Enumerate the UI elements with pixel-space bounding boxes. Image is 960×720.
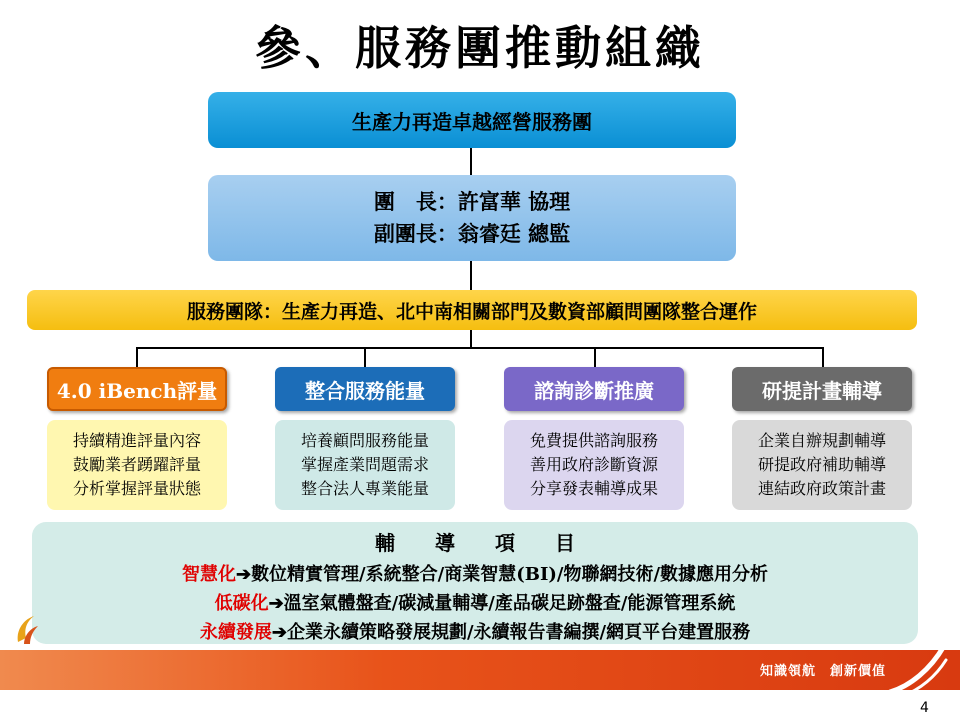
arrow-right-icon: ➔ [235, 564, 252, 585]
service-body-integration [275, 420, 455, 510]
connector-line [136, 347, 824, 349]
assistance-item [32, 618, 918, 644]
service-line: 整合法人專業能量 [300, 479, 429, 498]
service-head-integration: 整合服務能量 [275, 367, 455, 411]
service-body-consulting [504, 420, 684, 510]
assistance-detail: 數位精實管理/系統整合/商業智慧(BI)/物聯網技術/數據應用分析 [251, 564, 769, 585]
assistance-item [32, 589, 918, 615]
service-line: 培養顧問服務能量 [300, 431, 429, 450]
connector-line [364, 347, 366, 367]
service-line: 分析掌握評量狀態 [72, 479, 201, 498]
service-head-ibench: 4.0 iBench評量 [47, 367, 227, 411]
page-number: 4 [920, 700, 929, 716]
deputy-leader-line: 副團長：翁睿廷 總監 [373, 221, 571, 246]
logo-icon [14, 612, 40, 646]
swoosh-icon [880, 640, 950, 700]
assistance-detail: 溫室氣體盤查/碳減量輔導/產品碳足跡盤查/能源管理系統 [283, 593, 736, 614]
leader-box [208, 175, 736, 261]
service-head-consulting: 諮詢診斷推廣 [504, 367, 684, 411]
assistance-title: 輔 導 項 目 [375, 531, 575, 555]
service-line: 分享發表輔導成果 [529, 479, 658, 498]
page-title: 參、服務團推動組織 [255, 21, 705, 75]
connector-line [594, 347, 596, 367]
service-body-ibench [47, 420, 227, 510]
footer-slogan: 知識領航 創新價值 [760, 664, 887, 679]
service-line: 連結政府政策計畫 [757, 479, 886, 498]
service-line: 免費提供諮詢服務 [529, 431, 658, 450]
arrow-right-icon: ➔ [271, 622, 287, 643]
leader-line: 團 長：許富華 協理 [373, 189, 571, 214]
arrow-right-icon: ➔ [268, 593, 284, 614]
connector-line [136, 347, 138, 367]
connector-line [470, 261, 472, 290]
connector-line [470, 330, 472, 348]
assistance-category: 低碳化 [214, 593, 269, 614]
service-line: 研提政府補助輔導 [757, 455, 886, 474]
service-group-box: 生產力再造卓越經營服務團 [208, 92, 736, 148]
assistance-category: 智慧化 [181, 564, 236, 585]
service-head-planning: 研提計畫輔導 [732, 367, 912, 411]
connector-line [822, 347, 824, 367]
service-team-box: 服務團隊：生產力再造、北中南相關部門及數資部顧問團隊整合運作 [27, 290, 917, 330]
assistance-detail: 企業永續策略發展規劃/永續報告書編撰/網頁平台建置服務 [286, 622, 751, 643]
service-line: 企業自辦規劃輔導 [757, 431, 886, 450]
service-line: 掌握產業問題需求 [300, 455, 429, 474]
connector-line [470, 148, 472, 175]
service-line: 善用政府診斷資源 [529, 455, 658, 474]
assistance-category: 永續發展 [199, 622, 272, 643]
service-body-planning [732, 420, 912, 510]
assistance-item [32, 560, 918, 586]
service-line: 鼓勵業者踴躍評量 [72, 455, 201, 474]
service-line: 持續精進評量內容 [72, 431, 201, 450]
